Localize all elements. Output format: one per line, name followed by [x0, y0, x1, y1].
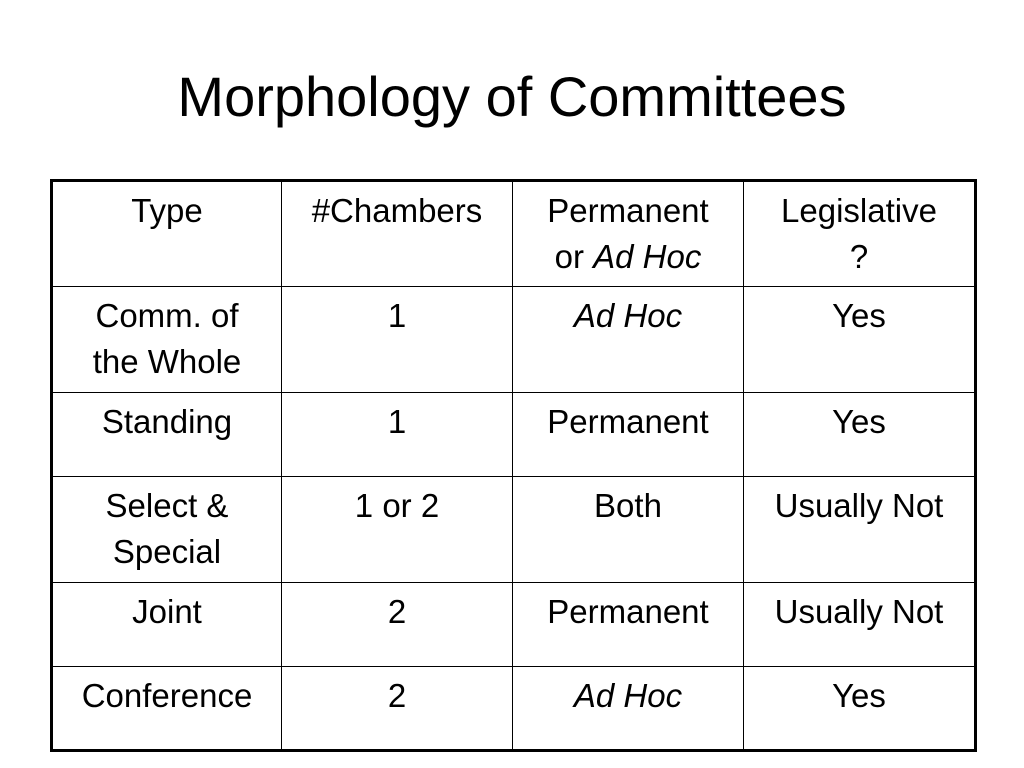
cell-type-line1: Comm. of: [95, 297, 239, 334]
header-permanence-italic: Ad Hoc: [593, 238, 702, 275]
cell-chambers: 2: [282, 667, 513, 751]
cell-permanence: Ad Hoc: [513, 667, 744, 751]
cell-permanence: Permanent: [513, 583, 744, 667]
header-chambers: [282, 181, 513, 287]
cell-permanence: Permanent: [513, 393, 744, 477]
cell-legislative: Yes: [744, 393, 976, 477]
table-row: [52, 667, 976, 751]
table-row: [52, 393, 976, 477]
header-type: [52, 181, 282, 287]
cell-type-line1: Select &: [105, 487, 229, 524]
slide-title: Morphology of Committees: [177, 65, 847, 128]
cell-type: Joint: [52, 583, 282, 667]
header-permanence-prefix: or: [554, 238, 594, 275]
cell-chambers: 1: [282, 287, 513, 393]
cell-chambers: 1 or 2: [282, 477, 513, 583]
cell-type-line2: the Whole: [92, 343, 242, 380]
cell-legislative: Usually Not: [744, 477, 976, 583]
cell-type: [52, 287, 282, 393]
cell-legislative: Usually Not: [744, 583, 976, 667]
header-permanence: [513, 181, 744, 287]
header-legislative: [744, 181, 976, 287]
header-legislative-line1: Legislative: [781, 192, 937, 229]
cell-type-line2: Special: [112, 533, 222, 570]
cell-legislative: Yes: [744, 667, 976, 751]
cell-chambers: 1: [282, 393, 513, 477]
header-legislative-line2: ?: [849, 238, 869, 275]
cell-type: Standing: [52, 393, 282, 477]
table-header-row: [52, 181, 976, 287]
cell-type: [52, 477, 282, 583]
cell-type: Conference: [52, 667, 282, 751]
cell-legislative: Yes: [744, 287, 976, 393]
cell-permanence: Ad Hoc: [513, 287, 744, 393]
header-type-label: Type: [131, 192, 203, 229]
table-row: [52, 583, 976, 667]
header-permanence-line1: Permanent: [547, 192, 709, 229]
committees-table: [50, 179, 977, 752]
cell-chambers: 2: [282, 583, 513, 667]
table-row: [52, 477, 976, 583]
table-row: [52, 287, 976, 393]
header-chambers-label: #Chambers: [311, 192, 483, 229]
cell-permanence: Both: [513, 477, 744, 583]
